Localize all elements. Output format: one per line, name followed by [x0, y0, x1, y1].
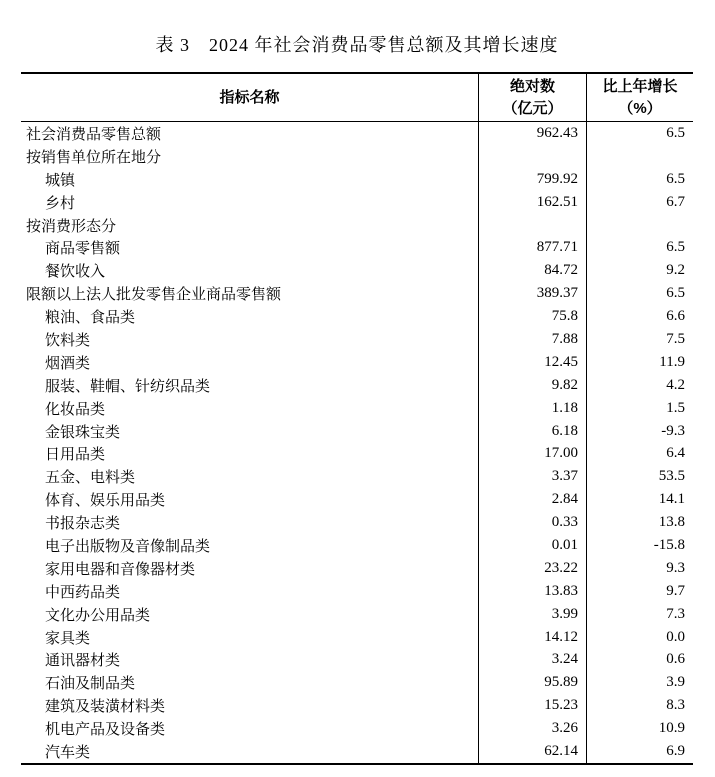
- table-row: [21, 145, 693, 168]
- table-row: [21, 282, 693, 305]
- table-header-row: [21, 74, 693, 122]
- retail-sales-table: [21, 72, 693, 765]
- table-row: [21, 717, 693, 740]
- row-absolute-value: 14.12: [478, 626, 586, 649]
- row-indicator-name: 日用品类: [45, 447, 106, 464]
- header-absolute-value-line2: （亿元）: [502, 99, 563, 117]
- table-row: [21, 305, 693, 328]
- row-indicator-name: 化妆品类: [45, 401, 106, 418]
- row-indicator-name: 金银珠宝类: [45, 424, 121, 441]
- table-row: [21, 259, 693, 282]
- row-indicator-name: 餐饮收入: [45, 264, 106, 281]
- row-absolute-value: 799.92: [478, 168, 586, 191]
- row-growth-value: 6.5: [586, 122, 693, 145]
- row-absolute-value: 75.8: [478, 305, 586, 328]
- row-indicator-name: 体育、娱乐用品类: [45, 493, 166, 510]
- row-growth-value: -15.8: [586, 534, 693, 557]
- row-growth-value: 7.3: [586, 603, 693, 626]
- row-growth-value: [586, 214, 693, 237]
- header-absolute-value-line1: 绝对数: [509, 77, 555, 95]
- row-absolute-value: 1.18: [478, 397, 586, 420]
- row-indicator-name: 家用电器和音像器材类: [45, 561, 196, 578]
- table-row: [21, 374, 693, 397]
- row-growth-value: 3.9: [586, 671, 693, 694]
- row-absolute-value: 95.89: [478, 671, 586, 694]
- header-growth: [586, 74, 693, 121]
- row-absolute-value: 7.88: [478, 328, 586, 351]
- row-growth-value: 6.9: [586, 740, 693, 763]
- row-growth-value: 6.4: [586, 442, 693, 465]
- row-growth-value: 6.5: [586, 282, 693, 305]
- row-growth-value: 7.5: [586, 328, 693, 351]
- row-growth-value: [586, 145, 693, 168]
- row-growth-value: 11.9: [586, 351, 693, 374]
- row-indicator-name: 五金、电料类: [45, 470, 136, 487]
- header-indicator-name: 指标名称: [219, 88, 280, 106]
- table-row: [21, 740, 693, 763]
- row-growth-value: 13.8: [586, 511, 693, 534]
- header-growth-line1: 比上年增长: [602, 77, 678, 95]
- table-row: [21, 122, 693, 145]
- row-growth-value: 8.3: [586, 694, 693, 717]
- row-growth-value: 6.5: [586, 168, 693, 191]
- row-indicator-name: 书报杂志类: [45, 516, 121, 533]
- table-row: [21, 671, 693, 694]
- row-absolute-value: 389.37: [478, 282, 586, 305]
- row-absolute-value: 0.01: [478, 534, 586, 557]
- row-indicator-name: 电子出版物及音像制品类: [45, 538, 211, 555]
- table-row: [21, 351, 693, 374]
- table-row: [21, 694, 693, 717]
- row-absolute-value: 3.37: [478, 465, 586, 488]
- row-growth-value: 10.9: [586, 717, 693, 740]
- row-indicator-name: 中西药品类: [45, 584, 121, 601]
- row-indicator-name: 汽车类: [45, 744, 91, 761]
- row-absolute-value: 17.00: [478, 442, 586, 465]
- row-indicator-name: 城镇: [45, 172, 76, 189]
- row-absolute-value: 162.51: [478, 191, 586, 214]
- table-row: [21, 214, 693, 237]
- table-row: [21, 648, 693, 671]
- row-absolute-value: 9.82: [478, 374, 586, 397]
- row-indicator-name: 乡村: [45, 195, 76, 212]
- row-indicator-name: 粮油、食品类: [45, 310, 136, 327]
- row-absolute-value: 877.71: [478, 236, 586, 259]
- row-indicator-name: 文化办公用品类: [45, 607, 151, 624]
- row-indicator-name: 通讯器材类: [45, 653, 121, 670]
- table-row: [21, 626, 693, 649]
- row-absolute-value: 2.84: [478, 488, 586, 511]
- row-absolute-value: 962.43: [478, 122, 586, 145]
- row-growth-value: -9.3: [586, 420, 693, 443]
- row-indicator-name: 限额以上法人批发零售企业商品零售额: [26, 287, 282, 304]
- row-growth-value: 6.6: [586, 305, 693, 328]
- row-growth-value: 1.5: [586, 397, 693, 420]
- table-row: [21, 580, 693, 603]
- row-absolute-value: 3.99: [478, 603, 586, 626]
- table-row: [21, 420, 693, 443]
- table-row: [21, 397, 693, 420]
- row-growth-value: 9.2: [586, 259, 693, 282]
- row-indicator-name: 按消费形态分: [26, 218, 117, 235]
- table-row: [21, 603, 693, 626]
- row-indicator-name: 烟酒类: [45, 355, 91, 372]
- row-growth-value: 53.5: [586, 465, 693, 488]
- row-indicator-name: 商品零售额: [45, 241, 121, 258]
- row-indicator-name: 建筑及装潢材料类: [45, 699, 166, 716]
- row-growth-value: 6.7: [586, 191, 693, 214]
- table-row: [21, 442, 693, 465]
- row-absolute-value: 23.22: [478, 557, 586, 580]
- row-absolute-value: 3.26: [478, 717, 586, 740]
- row-growth-value: 6.5: [586, 236, 693, 259]
- row-growth-value: 4.2: [586, 374, 693, 397]
- row-indicator-name: 按销售单位所在地分: [26, 149, 162, 166]
- row-indicator-name: 机电产品及设备类: [45, 722, 166, 739]
- table-row: [21, 328, 693, 351]
- row-absolute-value: 13.83: [478, 580, 586, 603]
- table-row: [21, 465, 693, 488]
- row-growth-value: 9.3: [586, 557, 693, 580]
- header-absolute-value: [478, 74, 586, 121]
- table-row: [21, 511, 693, 534]
- row-absolute-value: 84.72: [478, 259, 586, 282]
- table-row: [21, 557, 693, 580]
- table-row: [21, 191, 693, 214]
- row-indicator-name: 服装、鞋帽、针纺织品类: [45, 378, 211, 395]
- row-growth-value: 0.6: [586, 648, 693, 671]
- row-absolute-value: [478, 145, 586, 168]
- row-absolute-value: 6.18: [478, 420, 586, 443]
- row-absolute-value: [478, 214, 586, 237]
- table-row: [21, 488, 693, 511]
- row-growth-value: 9.7: [586, 580, 693, 603]
- row-growth-value: 14.1: [586, 488, 693, 511]
- row-absolute-value: 3.24: [478, 648, 586, 671]
- table-row: [21, 534, 693, 557]
- table-row: [21, 168, 693, 191]
- row-growth-value: 0.0: [586, 626, 693, 649]
- row-indicator-name: 饮料类: [45, 332, 91, 349]
- row-absolute-value: 62.14: [478, 740, 586, 763]
- header-growth-line2: （%）: [618, 99, 662, 117]
- row-indicator-name: 社会消费品零售总额: [26, 126, 162, 143]
- row-absolute-value: 12.45: [478, 351, 586, 374]
- page-title: 表 3 2024 年社会消费品零售总额及其增长速度: [155, 35, 559, 55]
- row-indicator-name: 家具类: [45, 630, 91, 647]
- table-body: [21, 122, 693, 763]
- row-indicator-name: 石油及制品类: [45, 676, 136, 693]
- row-absolute-value: 15.23: [478, 694, 586, 717]
- row-absolute-value: 0.33: [478, 511, 586, 534]
- table-row: [21, 236, 693, 259]
